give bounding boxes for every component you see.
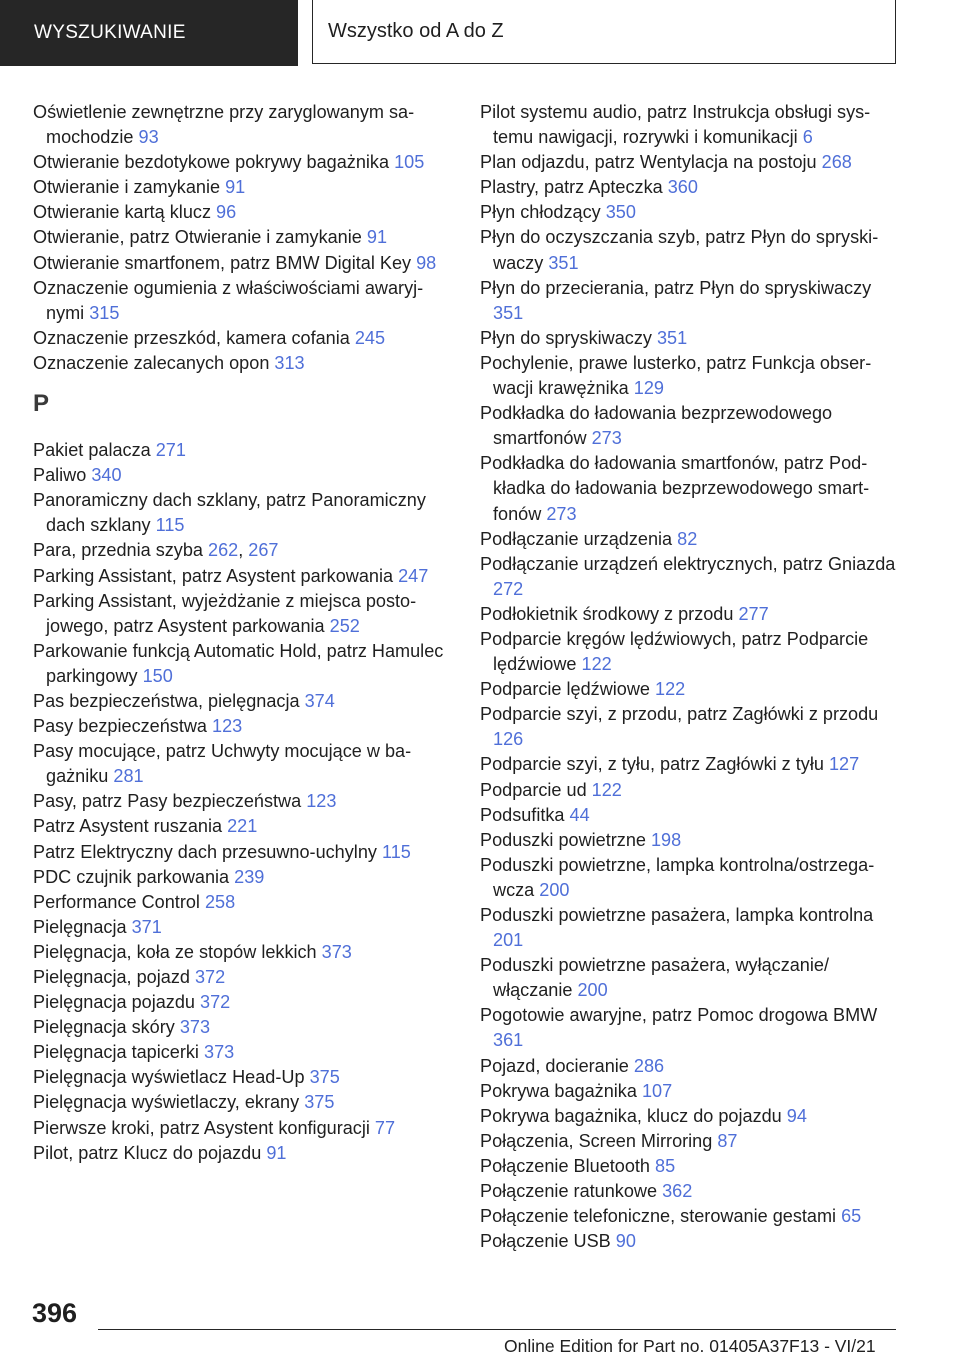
- page-link[interactable]: 267: [248, 540, 279, 561]
- index-entry: [480, 100, 898, 150]
- page-link[interactable]: 201: [493, 930, 524, 951]
- page-link[interactable]: 268: [821, 152, 852, 173]
- index-entry-text: Podparcie lędźwiowe: [480, 679, 650, 700]
- page-link[interactable]: 123: [212, 716, 243, 737]
- index-entry-text: Pielęgnacja wyświetlaczy, ekrany: [33, 1092, 300, 1113]
- index-column-right: [480, 100, 898, 1254]
- index-entry-text: Podparcie kręgów lędźwiowych, patrz Podparcie lędźwiowe: [480, 628, 869, 675]
- index-entry-text: Poduszki powietrzne, lampka kontrolna/ostrzegawcza: [480, 854, 875, 900]
- index-entry-text: Parking Assistant, patrz Asystent parkowania: [33, 565, 394, 586]
- page-link[interactable]: 360: [667, 177, 698, 198]
- index-entry-text: Podkładka do ładowania smartfonów, patrz Podkładka do ładowania bezprzewodowego smartfonów: [480, 453, 870, 524]
- index-entry-text: Połączenie Bluetooth: [480, 1155, 650, 1176]
- index-entry: [480, 1154, 898, 1179]
- index-entry: [480, 828, 898, 853]
- page-link[interactable]: 375: [309, 1067, 340, 1088]
- index-entry: [33, 351, 453, 376]
- page-link[interactable]: 198: [650, 829, 682, 850]
- index-entry: [33, 564, 453, 589]
- page-link[interactable]: 105: [394, 152, 425, 173]
- page-link[interactable]: 351: [493, 302, 524, 323]
- index-entry-text: Parkowanie funkcją Automatic Hold, patrz Hamulec parkingowy: [33, 640, 444, 686]
- page-link[interactable]: 350: [605, 202, 636, 223]
- index-entry: [33, 1065, 453, 1090]
- index-entry-text: Pokrywa bagażnika: [480, 1080, 637, 1101]
- index-entry: [33, 940, 453, 965]
- index-entry: [33, 689, 453, 714]
- index-entry: [480, 1229, 898, 1254]
- page-link[interactable]: 44: [569, 804, 590, 825]
- index-entry-text: Połączenie telefoniczne, sterowanie gestami: [480, 1206, 837, 1227]
- index-entry: [33, 814, 453, 839]
- page-link[interactable]: 247: [398, 565, 429, 586]
- index-entry: [480, 401, 898, 451]
- index-entry: [480, 351, 898, 401]
- page-link[interactable]: 373: [321, 941, 352, 962]
- index-entry: [480, 677, 898, 702]
- index-entry-text: Otwieranie, patrz Otwieranie i zamykanie: [33, 227, 362, 248]
- subject-tab[interactable]: Wszystko od A do Z: [312, 0, 896, 64]
- page-link[interactable]: 98: [416, 252, 437, 273]
- index-entry: [480, 276, 898, 326]
- index-entry-text: Pakiet palacza: [33, 440, 151, 461]
- index-letter-heading: P: [33, 390, 50, 418]
- index-entry: [480, 953, 898, 1003]
- index-entry-text: Pielęgnacja skóry: [33, 1017, 175, 1038]
- index-entry-text: Poduszki powietrzne: [480, 829, 646, 850]
- index-entry: [33, 150, 453, 175]
- index-entry: [33, 739, 453, 789]
- page-link[interactable]: 129: [633, 378, 664, 399]
- index-entry: [33, 890, 453, 915]
- page-link[interactable]: 372: [194, 967, 226, 987]
- index-entry: [33, 463, 453, 488]
- index-entry: [33, 1040, 453, 1065]
- index-entry-text: Płyn chłodzący: [480, 202, 601, 223]
- page-link[interactable]: 85: [655, 1155, 676, 1176]
- index-entry: [33, 990, 453, 1015]
- index-entry-text: Pas bezpieczeństwa, pielęgnacja: [33, 690, 300, 711]
- page-link[interactable]: 373: [179, 1017, 211, 1038]
- page-link[interactable]: 96: [216, 202, 237, 223]
- page-link[interactable]: 262: [208, 540, 239, 561]
- page-link[interactable]: 91: [266, 1142, 287, 1163]
- page-link[interactable]: 272: [493, 578, 524, 599]
- index-entry: [33, 1116, 453, 1141]
- index-entry-text: Połączenie ratunkowe: [480, 1181, 658, 1202]
- index-entry-text: Parking Assistant, wyjeżdżanie z miejsca postojowego, patrz Asystent parkowania: [33, 590, 417, 636]
- page-link[interactable]: 371: [131, 916, 162, 937]
- page-link[interactable]: 90: [615, 1231, 636, 1252]
- index-entry-text: Płyn do spryskiwaczy: [480, 327, 652, 348]
- page-link[interactable]: 245: [354, 327, 386, 348]
- index-entry-text: Pilot, patrz Klucz do pojazdu: [33, 1142, 262, 1163]
- index-entry-text: Podsufitka: [480, 804, 565, 825]
- page-number: 396: [32, 1298, 78, 1328]
- index-entry: [33, 1090, 453, 1115]
- page-link[interactable]: 65: [841, 1206, 862, 1227]
- page-link[interactable]: 281: [113, 766, 144, 787]
- index-entry-text: Podłokietnik środkowy z przodu: [480, 603, 734, 624]
- index-entry-text: Pierwsze kroki, patrz Asystent konfiguracji: [33, 1117, 370, 1138]
- index-entry: [33, 175, 453, 200]
- index-entry: [33, 714, 453, 739]
- footer-divider: [98, 1329, 896, 1330]
- page-link[interactable]: 91: [366, 227, 388, 248]
- index-entry: [33, 276, 453, 326]
- index-entry-text: Pielęgnacja tapicerki: [33, 1042, 199, 1063]
- page-link[interactable]: 6: [802, 127, 813, 148]
- index-entry-text: Otwieranie bezdotykowe pokrywy bagażnika: [33, 152, 390, 173]
- index-entry: [33, 965, 453, 990]
- index-entry-text: Oświetlenie zewnętrzne przy zaryglowanym samochodzie: [33, 102, 415, 148]
- index-entry: [33, 1015, 453, 1040]
- index-entry: [33, 639, 453, 689]
- page-link[interactable]: 126: [493, 729, 524, 750]
- index-entry: [33, 915, 453, 940]
- page-link[interactable]: 313: [274, 352, 305, 373]
- index-entry-text: Pielęgnacja wyświetlacz Head-Up: [33, 1067, 305, 1088]
- page-link[interactable]: 362: [662, 1181, 693, 1202]
- index-entry: Para, przednia szyba 262, 267: [33, 540, 279, 561]
- index-entry: [480, 1079, 898, 1104]
- index-entry-text: Plastry, patrz Apteczka: [480, 177, 663, 198]
- index-entry-text: Plan odjazdu, patrz Wentylacja na postoju: [480, 152, 817, 173]
- index-entry-text: Otwieranie i zamykanie: [33, 177, 221, 198]
- index-entry-text: Pielęgnacja pojazdu: [33, 992, 195, 1013]
- index-entry-text: Otwieranie kartą klucz: [33, 202, 211, 223]
- index-entry: [480, 225, 898, 275]
- page-link[interactable]: 87: [717, 1130, 738, 1151]
- index-entry: [33, 589, 453, 639]
- page-link[interactable]: 127: [828, 754, 860, 775]
- page-link[interactable]: 200: [539, 879, 570, 900]
- index-entry: [480, 702, 898, 752]
- index-entry: [480, 200, 898, 225]
- index-entry-text: Pogotowie awaryjne, patrz Pomoc drogowa BMW: [480, 1005, 878, 1026]
- index-entry: [33, 789, 453, 814]
- index-entry-text: Pojazd, docieranie: [480, 1055, 629, 1076]
- page-link[interactable]: 93: [138, 127, 159, 148]
- index-entry-text: Podparcie ud: [480, 779, 587, 800]
- page-link[interactable]: 252: [329, 615, 360, 636]
- index-entry-text: Pasy mocujące, patrz Uchwyty mocujące w bagażniku: [33, 741, 412, 787]
- index-entry: [480, 1003, 898, 1053]
- index-entry-text: PDC czujnik parkowania: [33, 866, 230, 887]
- page-link[interactable]: 361: [493, 1030, 524, 1051]
- index-entry-text: Podparcie szyi, z przodu, patrz Zagłówki z przodu: [480, 704, 879, 725]
- index-entry-text: Pielęgnacja, koła ze stopów lekkich: [33, 941, 317, 962]
- index-entry-text: Poduszki powietrzne pasażera, lampka kontrolna: [480, 905, 874, 925]
- index-entry: [480, 1204, 898, 1229]
- index-entry: [480, 1054, 898, 1079]
- page-link[interactable]: 374: [304, 690, 335, 711]
- index-entry: [480, 853, 898, 903]
- index-entry: [480, 602, 898, 627]
- index-entry: [480, 778, 898, 803]
- index-entry-text: Pasy, patrz Pasy bezpieczeństwa: [33, 791, 302, 812]
- index-entry: [480, 451, 898, 526]
- index-entry-text: Pokrywa bagażnika, klucz do pojazdu: [480, 1105, 782, 1126]
- index-entry-text: Podłączanie urządzeń elektrycznych, patrz Gniazda: [480, 553, 896, 574]
- index-entry: [33, 840, 453, 865]
- index-entry-text: Patrz Asystent ruszania: [33, 816, 223, 837]
- page-link[interactable]: 373: [204, 1042, 235, 1063]
- page-link[interactable]: 273: [591, 428, 622, 449]
- index-entry-text: Oznaczenie przeszkód, kamera cofania: [33, 327, 350, 348]
- page-link[interactable]: 315: [89, 302, 120, 323]
- index-entry-text: Płyn do oczyszczania szyb, patrz Płyn do spryskiwaczy: [480, 227, 879, 273]
- index-entry: [33, 326, 453, 351]
- page-link[interactable]: 200: [577, 980, 608, 1001]
- index-entry-text: Podkładka do ładowania bezprzewodowego smartfonów: [480, 403, 833, 449]
- index-entry-text: Pasy bezpieczeństwa: [33, 716, 207, 737]
- index-entry-text: Oznaczenie zalecanych opon: [33, 352, 270, 373]
- page-link[interactable]: 375: [304, 1092, 335, 1113]
- page-link[interactable]: 340: [91, 465, 122, 486]
- index-entry: [480, 527, 898, 552]
- index-entry-text: Patrz Elektryczny dach przesuwno-uchylny: [33, 841, 377, 862]
- edition-footer: Online Edition for Part no. 01405A37F13 - VI/21: [504, 1336, 876, 1356]
- index-entry: [33, 251, 453, 276]
- index-entry: [480, 1129, 898, 1154]
- page-link[interactable]: 82: [677, 528, 698, 549]
- index-entry: [33, 488, 453, 538]
- index-entry-text: Pielęgnacja, pojazd: [33, 967, 190, 987]
- index-entry-text: Oznaczenie ogumienia z właściwościami awaryjnymi: [33, 277, 424, 323]
- index-entry-text: Pilot systemu audio, patrz Instrukcja obsługi systemu nawigacji, rozrywki i komunikacji: [480, 102, 871, 148]
- page-link[interactable]: 258: [204, 891, 236, 912]
- index-entry: [33, 100, 453, 150]
- index-entry: [480, 150, 898, 175]
- page-link[interactable]: 351: [656, 327, 688, 348]
- index-entry-text: Podparcie szyi, z tyłu, patrz Zagłówki z tyłu: [480, 754, 824, 775]
- page-link[interactable]: 123: [306, 791, 337, 812]
- index-entry: [480, 627, 898, 677]
- page-header: [0, 0, 960, 66]
- index-entry: [480, 1104, 898, 1129]
- index-entry-text: Połączenie USB: [480, 1231, 611, 1252]
- index-entry-text: Para, przednia szyba: [33, 540, 203, 561]
- page-link[interactable]: 286: [633, 1055, 665, 1076]
- page-link[interactable]: 351: [548, 252, 579, 273]
- index-entry-text: Otwieranie smartfonem, patrz BMW Digital Key: [33, 252, 412, 273]
- index-entry-text: Performance Control: [33, 891, 200, 912]
- index-entry: [480, 803, 898, 828]
- page-link[interactable]: 122: [591, 779, 622, 800]
- index-entry: [480, 903, 898, 953]
- index-entry: [33, 200, 453, 225]
- page-link[interactable]: 150: [142, 665, 173, 686]
- page-link[interactable]: 107: [641, 1080, 673, 1101]
- index-entry-text: Poduszki powietrzne pasażera, wyłączanie/ włączanie: [480, 955, 829, 1001]
- index-entry-text: Panoramiczny dach szklany, patrz Panoramiczny dach szklany: [33, 490, 426, 536]
- page-link[interactable]: 91: [225, 177, 246, 198]
- index-column-left: [33, 100, 453, 1166]
- index-entry-text: Podłączanie urządzenia: [480, 528, 673, 549]
- index-entry-text: Paliwo: [33, 465, 87, 486]
- index-entry: [480, 552, 898, 602]
- index-entry: [33, 225, 453, 250]
- index-entry-text: Pochylenie, prawe lusterko, patrz Funkcja obserwacji krawężnika: [480, 352, 872, 399]
- index-entry: [33, 865, 453, 890]
- page-link[interactable]: 277: [738, 603, 769, 624]
- index-entry: [480, 1179, 898, 1204]
- index-entry: [480, 752, 898, 777]
- page-link[interactable]: 122: [655, 679, 686, 700]
- page-link[interactable]: 94: [786, 1105, 807, 1126]
- index-entry: [33, 1141, 453, 1166]
- page-link[interactable]: 273: [546, 503, 577, 524]
- page-link[interactable]: 221: [227, 816, 258, 837]
- page-link[interactable]: 77: [374, 1117, 396, 1138]
- page-link[interactable]: 115: [155, 515, 185, 536]
- index-entry: [33, 438, 453, 463]
- index-entry-text: Pielęgnacja: [33, 916, 127, 937]
- index-entry-text: Płyn do przecierania, patrz Płyn do spryskiwaczy: [480, 277, 872, 298]
- page-link[interactable]: 372: [200, 992, 231, 1013]
- section-tab[interactable]: WYSZUKIWANIE: [0, 0, 298, 66]
- index-entry: [480, 326, 898, 351]
- page-link[interactable]: 122: [581, 654, 612, 675]
- index-entry: [480, 175, 898, 200]
- page-link[interactable]: 115: [381, 841, 411, 862]
- index-entry-text: Połączenia, Screen Mirroring: [480, 1130, 713, 1151]
- page-link[interactable]: 271: [155, 440, 186, 461]
- page-link[interactable]: 239: [234, 866, 265, 887]
